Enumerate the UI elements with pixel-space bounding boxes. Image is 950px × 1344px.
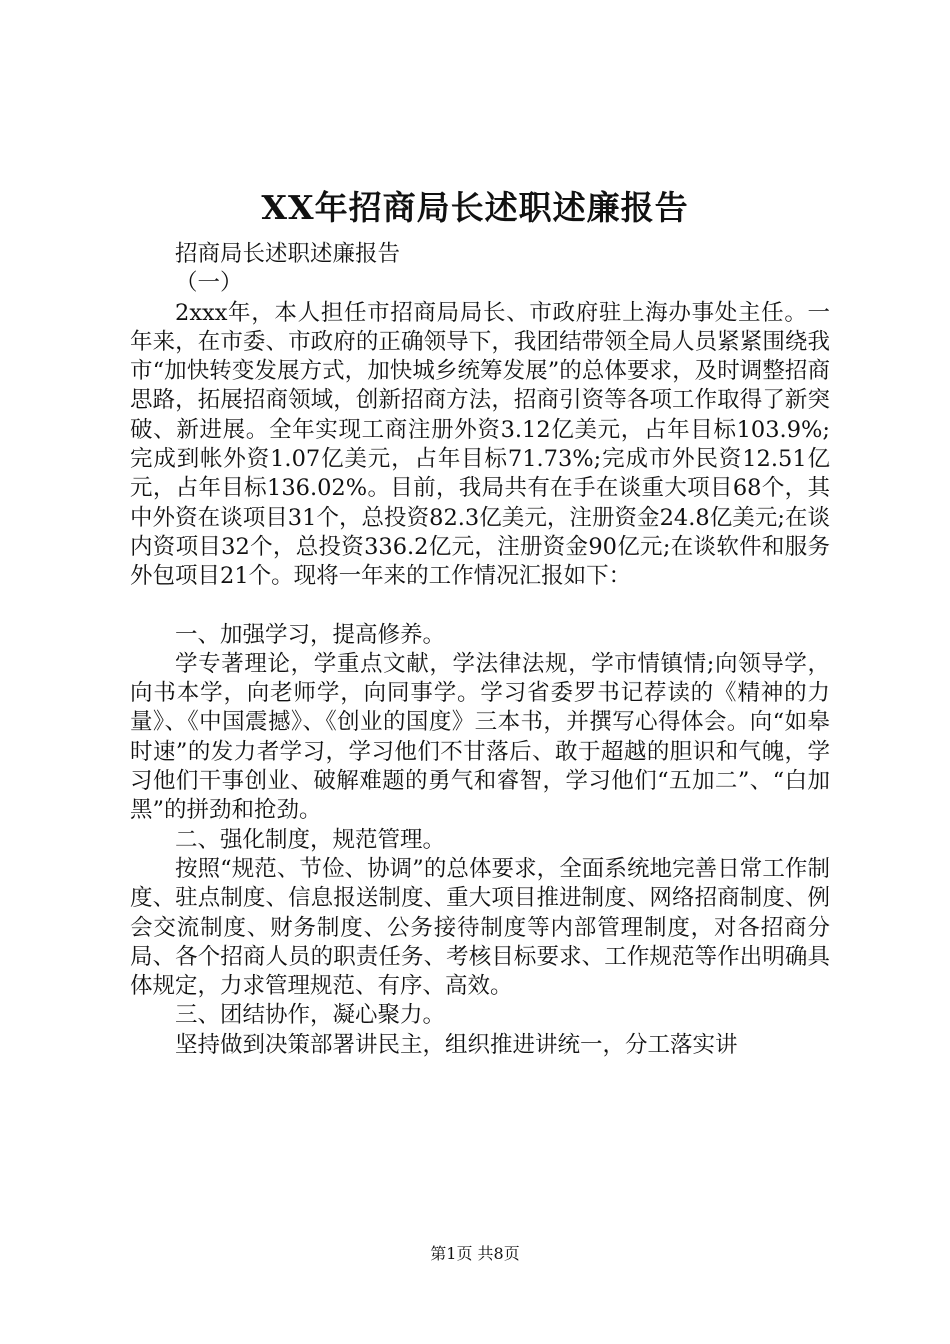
subtitle-paragraph: 招商局长述职述廉报告: [175, 241, 401, 267]
document-title: XX年招商局长述职述廉报告: [261, 188, 689, 227]
body-paragraph-1: 学专著理论，学重点文献，学法律法规，学市情镇情;向领导学，向书本学，向老师学，向同事学。学习省委罗书记荐读的《精神的力量》、《中国震撼》、《创业的国度》三本书，并撰写心得体会。向“如皋时速”的发力者学习，学习他们不甘落后、敢于超越的胆识和气魄，学习他们干事创业、破解难题的勇气和睿智，学习他们“五加二”、“白加黑”的拼劲和抢劲。: [130, 650, 830, 824]
page-footer: 第1页 共8页: [430, 1244, 520, 1263]
intro-paragraph: 2xxx年，本人担任市招商局局长、市政府驻上海办事处主任。一年来，在市委、市政府的正确领导下，我团结带领全局人员紧紧围绕我市“加快转变发展方式，加快城乡统筹发展”的总体要求，及时调整招商思路，拓展招商领域，创新招商方法，招商引资等各项工作取得了新突破、新进展。全年实现工商注册外资3.12亿美元，占年目标103.9%;完成到帐外资1.07亿美元，占年目标71.73%;完成市外民资12.51亿元，占年目标136.02%。目前，我局共有在手在谈重大项目68个，其中外资在谈项目31个，总投资82.3亿美元，注册资金24.8亿美元;在谈内资项目32个，总投资336.2亿元，注册资金90亿元;在谈软件和服务外包项目21个。现将一年来的工作情况汇报如下：: [130, 299, 830, 590]
section-heading-3: 三、团结协作，凝心聚力。: [175, 1002, 446, 1029]
section-heading-1: 一、加强学习，提高修养。: [175, 621, 446, 648]
document-body: [130, 240, 830, 1060]
section-number-paragraph: （一）: [175, 270, 243, 297]
body-paragraph-2: 按照“规范、节俭、协调”的总体要求，全面系统地完善日常工作制度、驻点制度、信息报送制度、重大项目推进制度、网络招商制度、例会交流制度、财务制度、公务接待制度等内部管理制度，对各招商分局、各个招商人员的职责任务、考核目标要求、工作规范等作出明确具体规定，力求管理规范、有序、高效。: [130, 855, 830, 1000]
section-heading-2: 二、强化制度，规范管理。: [175, 826, 446, 853]
body-paragraph-3: 坚持做到决策部署讲民主，组织推进讲统一，分工落实讲: [175, 1031, 738, 1058]
